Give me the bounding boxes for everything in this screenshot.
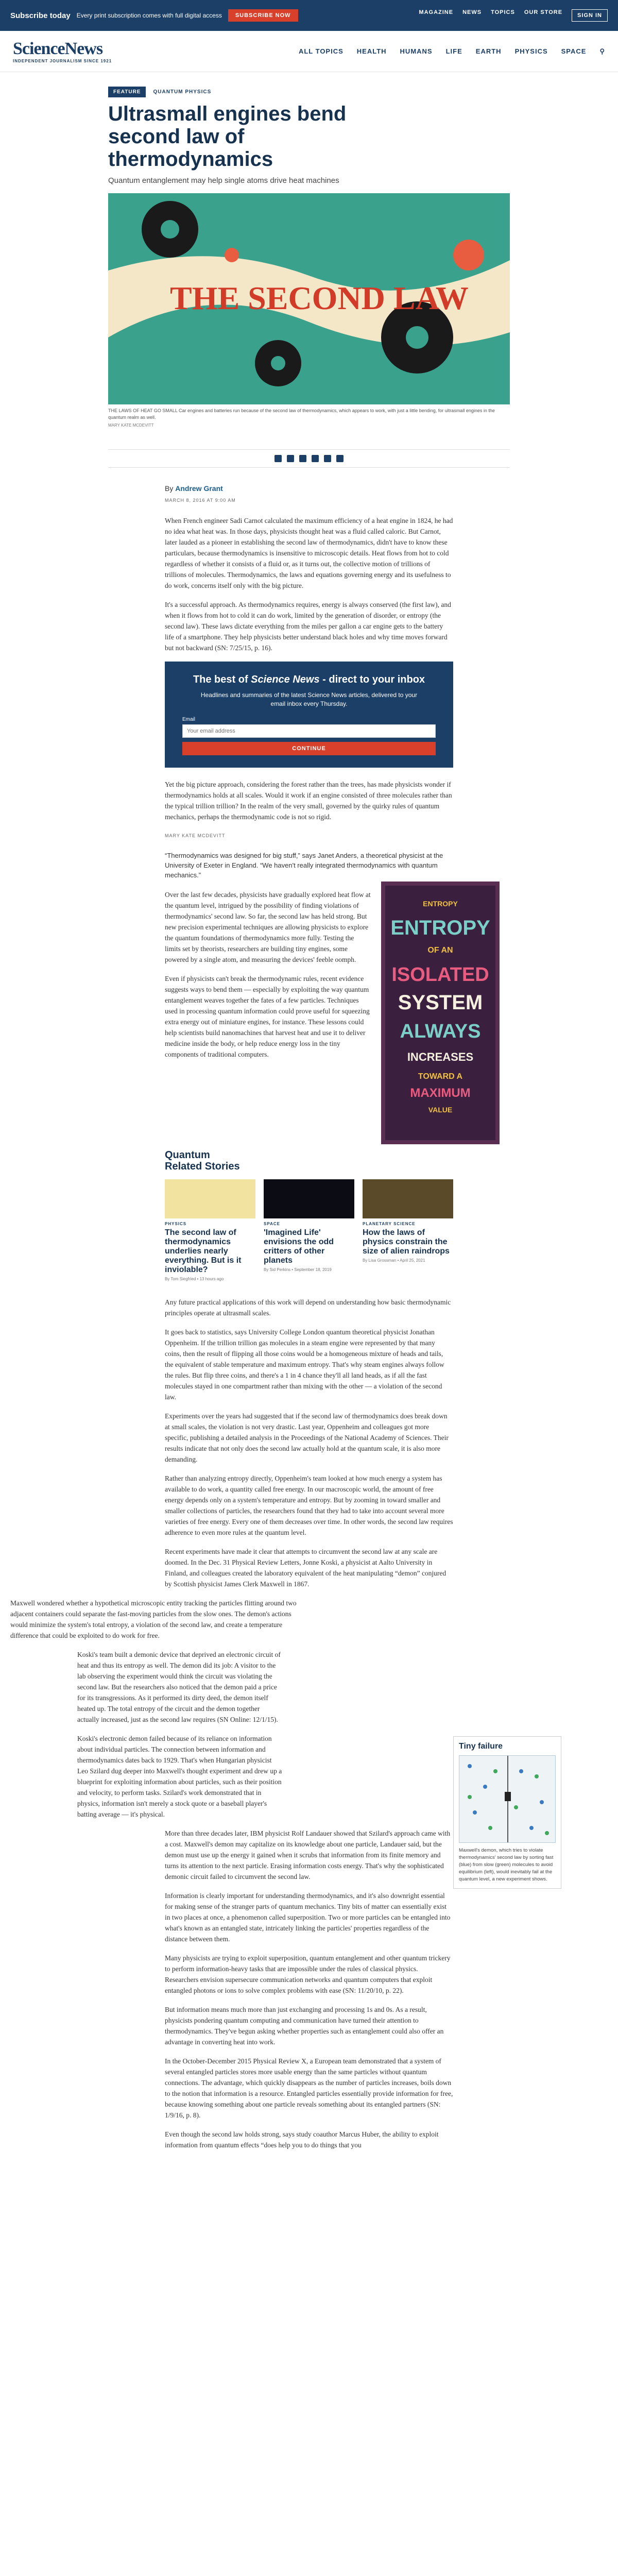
nav-health[interactable]: HEALTH — [356, 47, 387, 55]
search-icon[interactable]: ⚲ — [599, 47, 605, 55]
menu-store[interactable]: OUR STORE — [524, 9, 563, 15]
paragraph: Koski's electronic demon failed because of its reliance on information about individual particles. The connection between information and thermodynamics dates back to 1929. That's when Hungarian physicist Leo Szilard dug deeper into Maxwell's thought experiment and drew up a blueprint for exploiting information about particles, such as their position and velocity, to perform tasks. Szilard's work demonstrated that in physics, information isn't merely a stock quote or a baseball player's batting average — it's physical. — [77, 1735, 282, 1818]
nav-links — [299, 47, 605, 56]
card-title[interactable]: 'Imagined Life' envisions the odd critters of other planets — [264, 1228, 334, 1265]
subscribe-tagline: Every print subscription comes with full digital access — [76, 12, 222, 19]
paragraph: Recent experiments have made it clear that attempts to circumvent the second law at any scale are doomed. In the Dec. 31 Physical Review Letters, Jonne Koski, a physicist at Aalto University in Finland, and colleagues created the laboratory equivalent of the heat manipulating “demon” conjured by Scottish physicist James Clerk Maxwell in 1867. — [165, 1548, 447, 1588]
quote-and-poster — [88, 851, 530, 1144]
subscribe-title: Subscribe today — [10, 11, 71, 20]
byline-prefix: By — [165, 484, 174, 493]
sign-in-button[interactable]: SIGN IN — [572, 9, 608, 22]
publish-date: MARCH 8, 2016 AT 9:00 AM — [165, 498, 236, 503]
logo-tagline: INDEPENDENT JOURNALISM SINCE 1921 — [13, 59, 112, 63]
svg-text:TOWARD A: TOWARD A — [418, 1072, 463, 1081]
newsletter-title: The best of Science News - direct to your inbox — [193, 674, 425, 685]
pinterest-icon[interactable] — [324, 455, 331, 462]
menu-topics[interactable]: TOPICS — [491, 9, 515, 15]
article-dek: Quantum entanglement may help single atoms drive heat machines — [108, 176, 339, 185]
subscribe-bar — [0, 0, 618, 31]
nav-humans[interactable]: HUMANS — [400, 47, 433, 55]
reddit-icon[interactable] — [312, 455, 319, 462]
email-icon[interactable] — [274, 455, 282, 462]
nav-all-topics[interactable]: ALL TOPICS — [298, 47, 344, 55]
demon-icon — [505, 1792, 511, 1801]
ad-label: MARY KATE MCDEVITT — [165, 833, 226, 838]
related-stories — [165, 1149, 453, 1281]
svg-text:ENTROPY: ENTROPY — [390, 917, 490, 939]
image-caption — [108, 408, 510, 429]
gear-icon — [142, 201, 198, 258]
subscribe-now-button[interactable]: SUBSCRIBE NOW — [228, 9, 298, 22]
paragraph: Even though the second law holds strong, says study coauthor Marcus Huber, the ability to exploit information from quantum effects “does help you to do things that you — [165, 2130, 439, 2149]
card-byline: By Lisa Grossman • April 25, 2021 — [363, 1258, 425, 1263]
paragraph: Many physicists are trying to exploit superposition, quantum entanglement and other quantum trickery to perform information-heavy tasks that are impossible under the rules of classical physics. Researchers envision supersecure communication networks and quantum computers that exploit entangled photons or ions to solve complex problems with ease (SN: 11/20/10, p. 22). — [165, 1954, 451, 1994]
svg-text:OF AN: OF AN — [427, 946, 453, 955]
menu-magazine[interactable]: MAGAZINE — [419, 9, 454, 15]
svg-text:VALUE: VALUE — [428, 1106, 453, 1114]
byline — [165, 483, 453, 494]
card-image — [264, 1179, 354, 1218]
site-logo[interactable] — [13, 39, 112, 63]
paragraph: When French engineer Sadi Carnot calculated the maximum efficiency of a heat engine in 1824, he had no idea what heat was. In those days, physicists thought heat was a fluid called caloric. But Carnot, later lauded as a pioneer in establishing the second law of thermodynamics, didn't have to know these particulars, because thermodynamics is insensitive to microscopic details. Heat flows from hot to cold regardless of whether it consists of a fluid or, as it turns out, the collective motion of trillions of trillions of molecules. Thermodynamics, the laws and equations governing energy and its usefulness to do work, concerns itself only with the big picture. — [165, 517, 453, 589]
svg-text:MAXIMUM: MAXIMUM — [410, 1086, 471, 1100]
demon-diagram-svg — [459, 1756, 556, 1842]
paragraph: In the October-December 2015 Physical Review X, a European team demonstrated that a system of several entangled particles stores more usable energy than the same particles without quantum connections. The advantage, which quickly disappears as the number of particles increases, boils down to the notion that information is a resource. Entangled particles essentially provide information for free, because knowing something about one particle reveals something about its entangled partners (SN: 1/9/16, p. 8). — [165, 2057, 453, 2119]
tiny-failure-sidebar — [453, 1736, 561, 1889]
card-title[interactable]: The second law of thermodynamics underlies nearly everything. But is it inviolable? — [165, 1228, 242, 1274]
menu-news[interactable]: NEWS — [462, 9, 482, 15]
main-nav — [0, 31, 618, 72]
entropy-poster — [381, 882, 500, 1144]
sidebar-title: Tiny failure — [459, 1742, 503, 1751]
svg-text:SYSTEM: SYSTEM — [398, 991, 483, 1014]
facebook-icon[interactable] — [287, 455, 294, 462]
related-heading: Quantum Related Stories — [165, 1149, 240, 1172]
paragraph: It's a successful approach. As thermodynamics requires, energy is always conserved (the first law), and when it flows from hot to cold it can do work, limited by the generation of disorder, or entropy (the second law). These laws dictate everything from the miles per gallon a car engine gets to the battery life of a smartphone. They help physicists better understand black holes and why time moves forward but not backward (SN: 7/25/15, p. 16). — [165, 601, 451, 652]
top-menu — [419, 9, 608, 22]
author-link[interactable]: Andrew Grant — [175, 484, 223, 493]
article-title: Ultrasmall engines bend second law of thermodynamics — [108, 103, 347, 171]
paragraph: It goes back to statistics, says University College London quantum theoretical physicist Jonathan Oppenheim. If the trillion trillion gas molecules in a steam engine were represented by that many coins, then the result of flipping all those coins would be a homogeneous mixture of heads and tails, the equivalent of stable temperature and maximum entropy. That's why steam engines always follow the rules. But flip three coins, and there's a 1 in 4 chance they'll all land heads, as if all the fast molecules stayed in one compartment rather than mixing with the other — a violation of the second law. — [165, 1328, 444, 1401]
nav-earth[interactable]: EARTH — [475, 47, 502, 55]
nav-space[interactable]: SPACE — [561, 47, 587, 55]
article-body-2 — [165, 779, 453, 841]
related-card[interactable] — [165, 1179, 255, 1281]
nav-physics[interactable]: PHYSICS — [514, 47, 548, 55]
paragraph: Any future practical applications of this work will depend on understanding how basic thermodynamic principles operate at ultrasmall scales. — [165, 1298, 451, 1317]
poster-svg — [385, 886, 495, 1140]
email-field[interactable] — [182, 724, 436, 738]
card-category[interactable]: PHYSICS — [165, 1222, 187, 1226]
tag-feature[interactable]: FEATURE — [108, 87, 146, 97]
demon-diagram — [459, 1755, 556, 1843]
svg-text:ENTROPY: ENTROPY — [423, 900, 458, 908]
card-category[interactable]: PLANETARY SCIENCE — [363, 1222, 416, 1226]
pull-quote: “Thermodynamics was designed for big stuff,” says Janet Anders, a theoretical physicist at the University of Exeter in England. “We haven't really integrated thermodynamics with quantum mechanics.” — [165, 852, 443, 879]
caption-text: THE LAWS OF HEAT GO SMALL Car engines and batteries run because of the second law of thermodynamics, which appears to work, with just a little bending, for ultrasmall engines in the quantum realm as well. — [108, 408, 495, 420]
card-byline: By Sid Perkins • September 18, 2019 — [264, 1267, 332, 1272]
twitter-icon[interactable] — [299, 455, 306, 462]
related-card[interactable] — [264, 1179, 354, 1281]
related-card[interactable] — [363, 1179, 453, 1281]
paragraph: Yet the big picture approach, considering the forest rather than the trees, has made physicists wonder if thermodynamics holds at all scales. Would it work if an engine consisted of three molecules rather than the typical trillion trillion? In the realm of the very small, governed by the quirky rules of quantum mechanics, perhaps the thermodynamic code is not so rigid. — [165, 781, 452, 821]
logo-name: ScienceNews — [13, 39, 103, 58]
share-bar — [108, 449, 510, 468]
tag-topic[interactable]: QUANTUM PHYSICS — [153, 89, 212, 95]
card-image — [165, 1179, 255, 1218]
hero-illustration — [108, 193, 510, 404]
card-image — [363, 1179, 453, 1218]
sidebar-caption: Maxwell's demon, which tries to violate thermodynamics' second law by sorting fast (blue) from slow (green) molecules to avoid equilibrium (left), would inevitably fail at the quantum level, a new experiment shows. — [459, 1848, 554, 1882]
article-body-4 — [10, 1598, 530, 1641]
paragraph: Experiments over the years had suggested that if the second law of thermodynamics does break down at small scales, the violation is not very drastic. Last year, Oppenheim and colleagues got more specific, publishing a detailed analysis in the Proceedings of the National Academy of Sciences. Their results indicate that not only does the second law actually hold at the quantum scale, it is also more demanding. — [165, 1412, 449, 1463]
paragraph: Over the last few decades, physicists have gradually explored heat flow at the quantum level, intrigued by the possibility of finding violations of thermodynamics' second law. So far, the second law has held strong. But new precision experimental techniques are allowing physicists to explore the quantum foundations of thermodynamics more fully. Testing the limits set by theorists, researchers are building tiny engines, some powered by a single atom, and measuring the devices' feeble oomph. — [165, 891, 371, 963]
article-body-3 — [165, 1297, 453, 1589]
continue-button[interactable]: CONTINUE — [182, 742, 436, 755]
gear-icon — [255, 340, 301, 386]
paragraph: Maxwell wondered whether a hypothetical microscopic entity tracking the particles flitting around two adjacent containers could separate the fast-moving particles from the slow ones. The demon's actions would minimize the system's total entropy, a violation of the second law, and create a temperature difference that could be exploited to do work for free. — [10, 1599, 297, 1639]
card-title[interactable]: How the laws of physics constrain the size of alien raindrops — [363, 1228, 450, 1256]
print-icon[interactable] — [336, 455, 344, 462]
gear-illustration-svg — [108, 193, 510, 404]
paragraph: Information is clearly important for understanding thermodynamics, and it's also downright essential for making sense of the stranger parts of quantum mechanics. Tiny bits of matter can essentially exist in two places at once, a phenomenon called superposition. Two or more particles can be entangled into what's known as an entangled state, intricately linking the particles' properties regardless of the distance between them. — [165, 1892, 451, 1943]
newsletter-signup — [165, 662, 453, 768]
paragraph: Koski's team built a demonic device that deprived an electronic circuit of heat and thus its entropy as well. The demon did its job: A visitor to the lab observing the experiment would think the circuit was violating the second law. But the researchers also noticed that the demon paid a price for its transgressions. As it performed its dirty deed, the demon itself heated up. The total entropy of the circuit and the demon together actually increased, just as the second law requires (SN Online: 12/1/15). — [77, 1651, 281, 1723]
card-byline: By Tom Siegfried • 13 hours ago — [165, 1277, 224, 1281]
newsletter-desc: Headlines and summaries of the latest Science News articles, delivered to your email inbox every Thursday. — [200, 691, 418, 707]
article-body — [165, 483, 453, 653]
paragraph: Even if physicists can't break the thermodynamic rules, recent evidence suggests ways to bend them — especially by exploiting the way quantum entanglement weaves together the fates of a few particles. Techniques used in processing quantum information could prove useful for squeezing extra energy out of miniature engines, for instance. These lessons could help scientists build nanomachines that harvest heat and use it to deliver medicine inside the body, or help reduce energy loss in the tiny components of traditional computers. — [165, 975, 370, 1058]
svg-text:ISOLATED: ISOLATED — [391, 964, 489, 986]
email-label: Email — [182, 717, 196, 722]
caption-credit: MARY KATE MCDEVITT — [108, 423, 154, 428]
paragraph: More than three decades later, IBM physicist Rolf Landauer showed that Szilard's approach came with a cost. Maxwell's demon may capitalize on its knowledge about one particle, Landauer said, but the demon must use up the energy it gained when it scrubs that information from its finite memory and turns its attention to the next particle. Erasing information costs energy. That's why the sophisticated demonic circuit failed to circumvent the second law. — [165, 1829, 451, 1880]
paragraph: Rather than analyzing entropy directly, Oppenheim's team looked at how much energy a system has available to do work, a quantity called free energy. In our macroscopic world, the amount of free energy depends only on a system's temperature and entropy. But by zooming in toward smaller and smaller collections of particles, the researchers found that they had to take into account several more varieties of free energy. Every one of them decreases over time. In other words, the second law requires adherence to even more rules at the quantum level. — [165, 1475, 453, 1536]
article-header — [108, 87, 510, 186]
nav-life[interactable]: LIFE — [445, 47, 462, 55]
paragraph: But information means much more than just exchanging and processing 1s and 0s. As a result, physicists pondering quantum computing and communication have turned their attention to thermodynamics. They've begun asking whether properties such as entanglement could also offer an advantage in converting heat into work. — [165, 2006, 444, 2046]
svg-text:INCREASES: INCREASES — [407, 1050, 474, 1063]
art-text: THE SECOND LAW — [170, 280, 469, 316]
card-category[interactable]: SPACE — [264, 1222, 280, 1226]
svg-text:ALWAYS: ALWAYS — [400, 1021, 481, 1042]
article-body-6 — [165, 1828, 453, 2150]
